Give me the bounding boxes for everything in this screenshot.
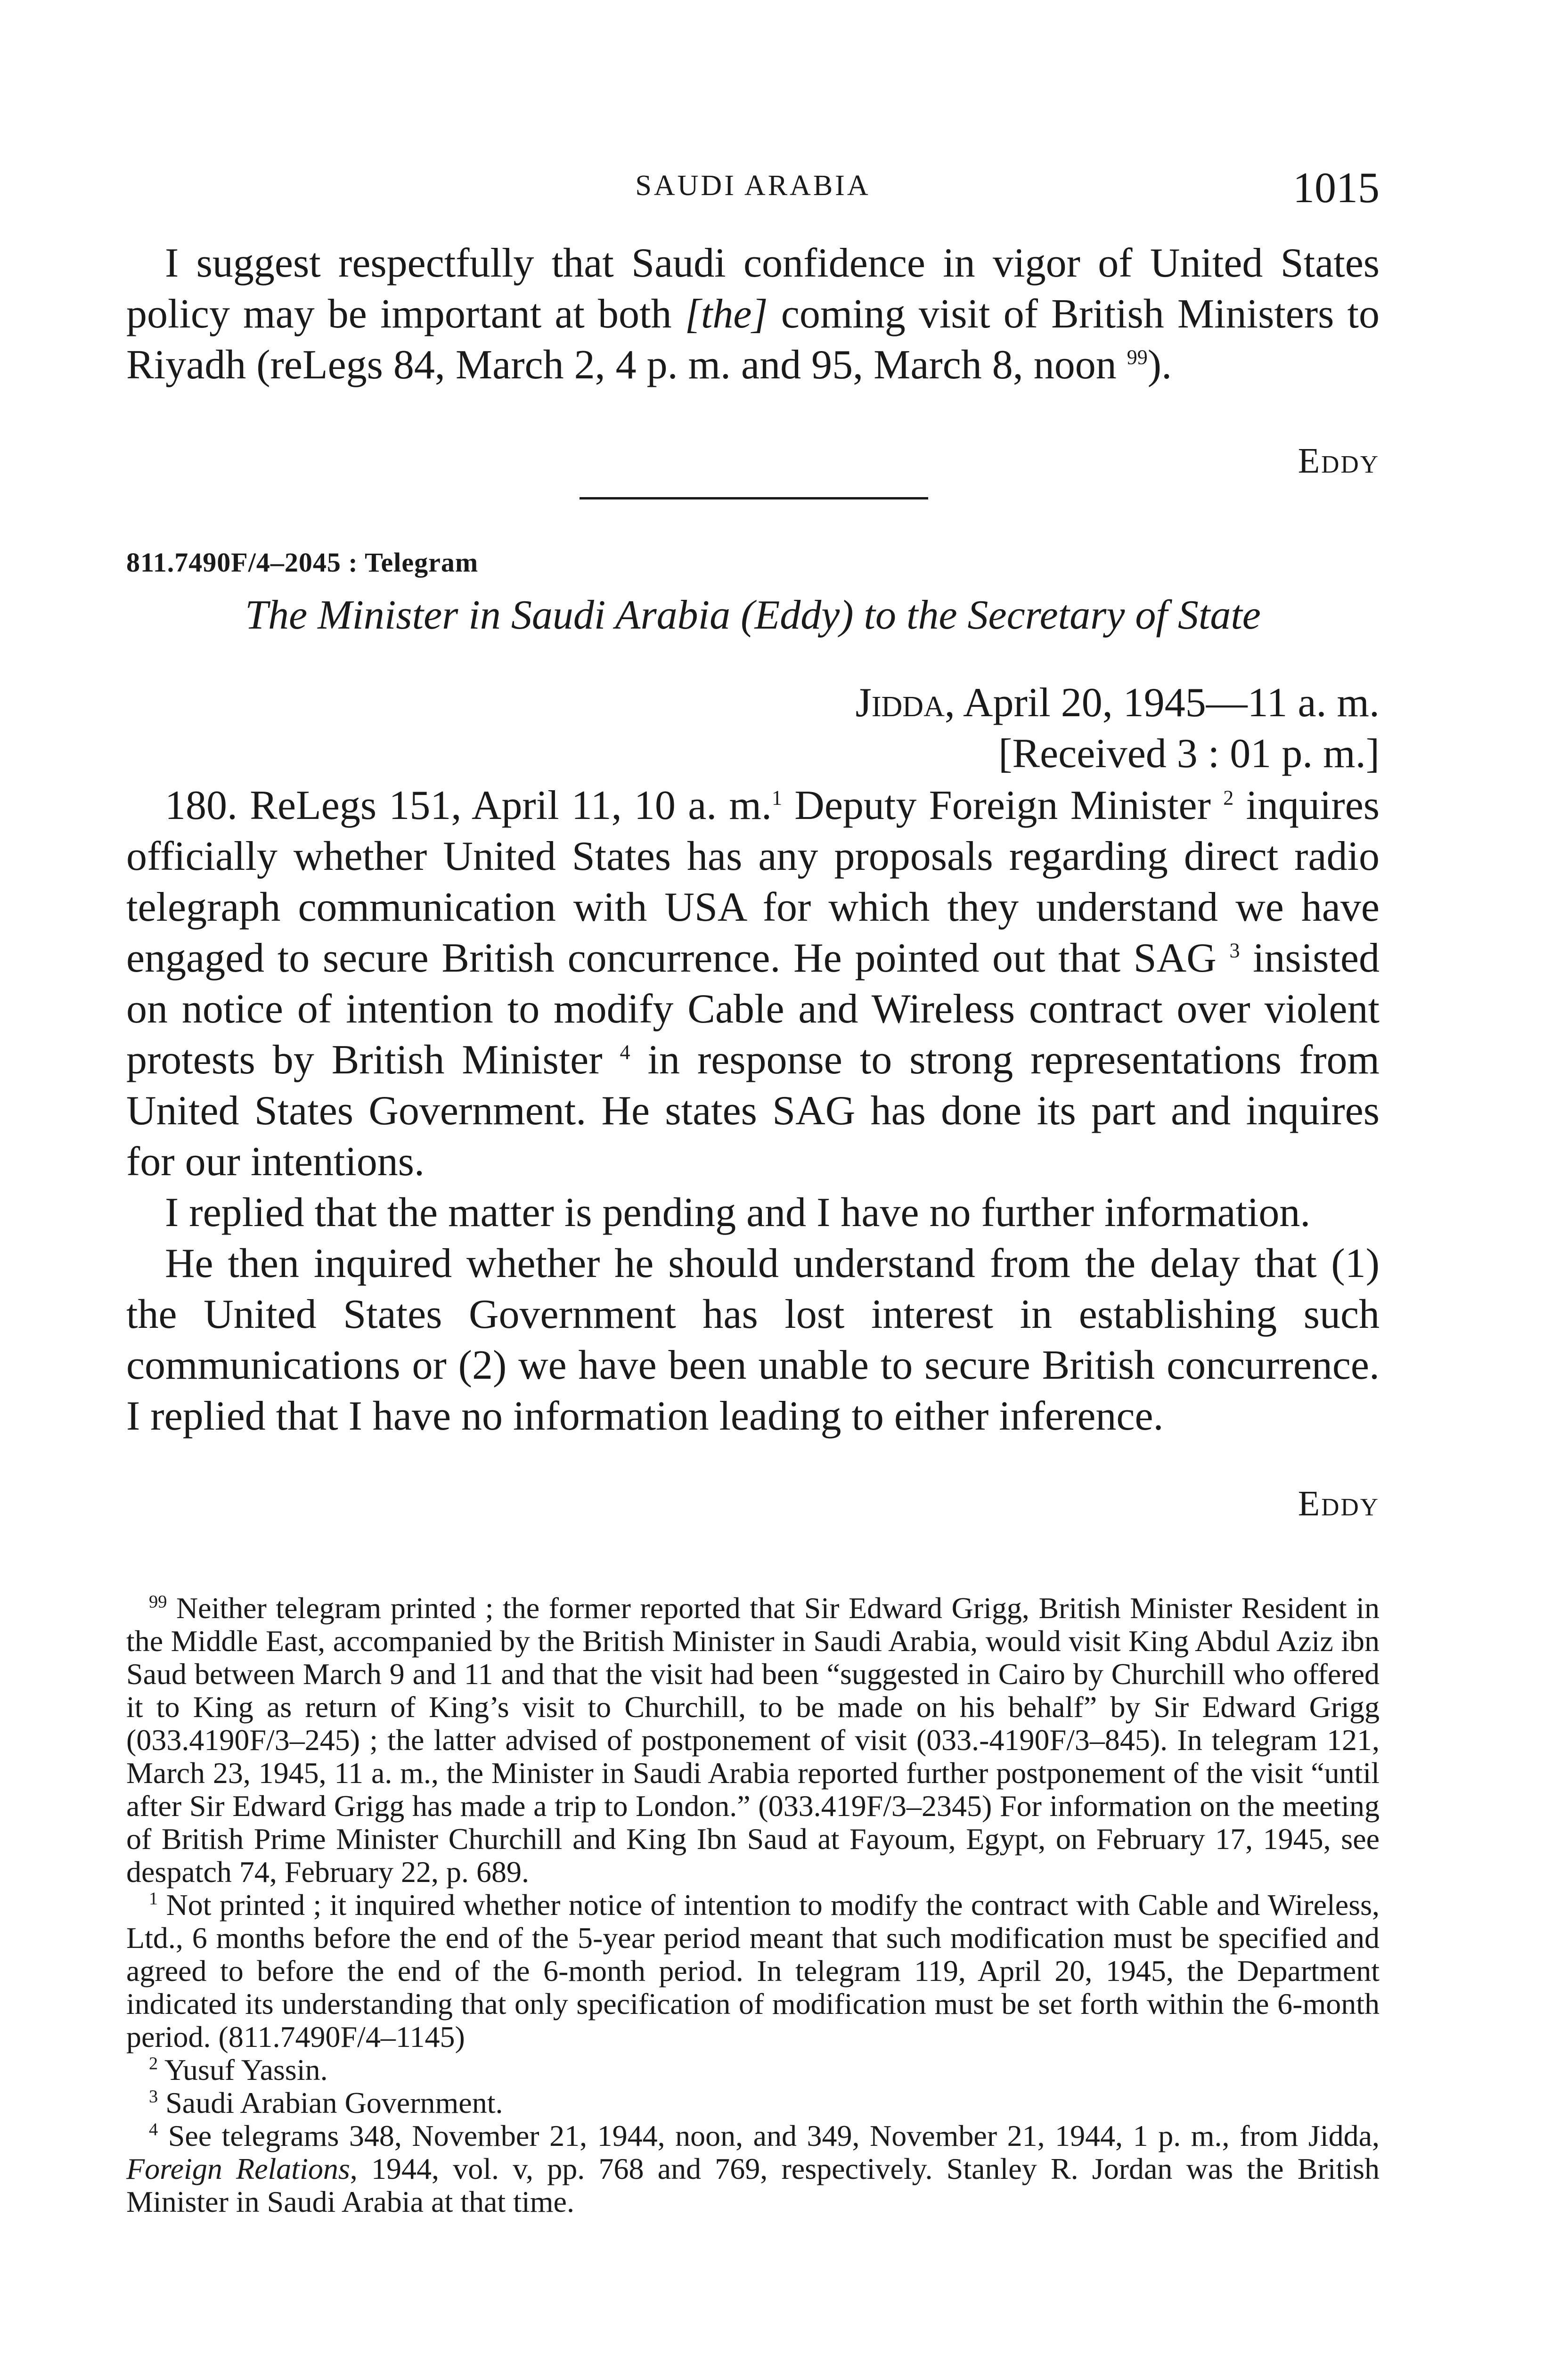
footnote	[126, 2053, 1380, 2086]
footnote-text: Saudi Arabian Government.	[165, 2086, 503, 2119]
footnote-marker: 1	[149, 1889, 158, 1909]
footnote-ref: 4	[620, 1040, 630, 1064]
footnote-ref: 3	[1229, 939, 1240, 962]
footnote-marker: 4	[149, 2119, 158, 2140]
footnote-text: , 1944, vol. v, pp. 768 and 769, respectively. Stanley R. Jordan was the British Minister in Saudi Arabia at that time.	[126, 2152, 1380, 2218]
signature: Eddy	[1298, 1484, 1380, 1523]
footnote-text: See telegrams 348, November 21, 1944, noon, and 349, November 21, 1944, 1 p. m., from Jidda,	[168, 2119, 1380, 2152]
paragraph: I replied that the matter is pending and I have no further information.	[165, 1190, 1311, 1235]
file-reference: 811.7490F/4–2045 : Telegram	[126, 547, 479, 578]
footnote-text: Neither telegram printed ; the former reported that Sir Edward Grigg, British Minister Resident in the Middle East, accompanied by the British Minister in Saudi Arabia, would visit King Abdul Aziz ibn Saud between March 9 and 11 and that the visit had been “suggested in Cairo by Churchill who offered it to King as return of King’s visit to Churchill, to be made on his behalf” by Sir Edward Grigg (033.4190F/3–245) ; the latter advised of postponement of visit (033.-4190F/3–845). In telegram 121, March 23, 1945, 11 a. m., the Minister in Saudi Arabia reported further postponement of the visit “until after Sir Edward Grigg has made a trip to London.” (033.419F/3–2345) For information on the meeting of British Prime Minister Churchill and King Ibn Saud at Fayoum, Egypt, on February 17, 1945, see despatch 74, February 22, p. 689.	[126, 1591, 1380, 1889]
signature: Eddy	[1298, 441, 1380, 481]
date-line	[856, 678, 1380, 728]
section-divider	[580, 497, 928, 499]
paragraph	[126, 780, 1380, 1187]
dateline	[856, 678, 1380, 779]
footnote-ref: 2	[1223, 786, 1234, 810]
footnote-ref: 99	[1127, 345, 1148, 369]
text: 180. ReLegs 151, April 11, 10 a. m.	[165, 783, 772, 828]
text: coming visit of British Ministers to Riyadh (reLegs 84, March 2, 4 p. m. and 95, March 8, noon	[126, 291, 1380, 388]
text: in response to strong representations from United States Government. He states SAG has done its part and inquires for our intentions.	[126, 1037, 1380, 1185]
running-title: SAUDI ARABIA	[635, 170, 871, 202]
editorial-bracket: [the]	[685, 291, 768, 337]
footnote	[126, 1592, 1380, 1889]
date-time: , April 20, 1945—11 a. m.	[944, 680, 1380, 726]
page-number: 1015	[1293, 164, 1380, 212]
footnote-marker: 2	[149, 2053, 158, 2074]
footnote	[126, 2086, 1380, 2119]
text: ).	[1147, 342, 1172, 388]
running-head	[126, 163, 1380, 210]
paragraph: He then inquired whether he should understand from the delay that (1) the United States Government has lost interest in establishing such communications or (2) we have been unable to secure British concurrence. I replied that I have no information leading to either inference.	[126, 1241, 1380, 1439]
footnotes	[126, 1592, 1380, 2218]
received-line: [Received 3 : 01 p. m.]	[998, 731, 1380, 777]
text: I suggest respectfully that Saudi confidence in vigor of United States policy may be important at both	[126, 240, 1380, 337]
footnote	[126, 2119, 1380, 2218]
text: inquires officially whether United States has any proposals regarding direct radio telegraph communication with USA for which they understand we have engaged to secure British concurrence. He pointed out that SAG	[126, 783, 1380, 981]
telegram-body	[126, 780, 1380, 1442]
text: insisted on notice of intention to modify Cable and Wireless contract over violent protests by British Minister	[126, 935, 1380, 1083]
document-title: The Minister in Saudi Arabia (Eddy) to the Secretary of State	[245, 592, 1261, 638]
previous-document-paragraph	[126, 238, 1380, 391]
footnote	[126, 1889, 1380, 2053]
footnote-text: Yusuf Yassin.	[164, 2053, 328, 2086]
footnote-text: Not printed ; it inquired whether notice of intention to modify the contract with Cable and Wireless, Ltd., 6 months before the end of the 5-year period meant that such modification must be specified and agreed to before the end of the 6-month period. In telegram 119, April 20, 1945, the Department indicated its understanding that only specification of modification must be set forth within the 6-month period. (811.7490F/4–1145)	[126, 1888, 1380, 2053]
place: Jidda	[855, 680, 945, 726]
footnote-marker: 3	[149, 2086, 158, 2107]
publication-title: Foreign Relations	[126, 2152, 350, 2185]
footnote-ref: 1	[772, 786, 783, 810]
footnote-marker: 99	[149, 1592, 167, 1612]
text: Deputy Foreign Minister	[782, 783, 1224, 828]
paragraph	[126, 238, 1380, 391]
